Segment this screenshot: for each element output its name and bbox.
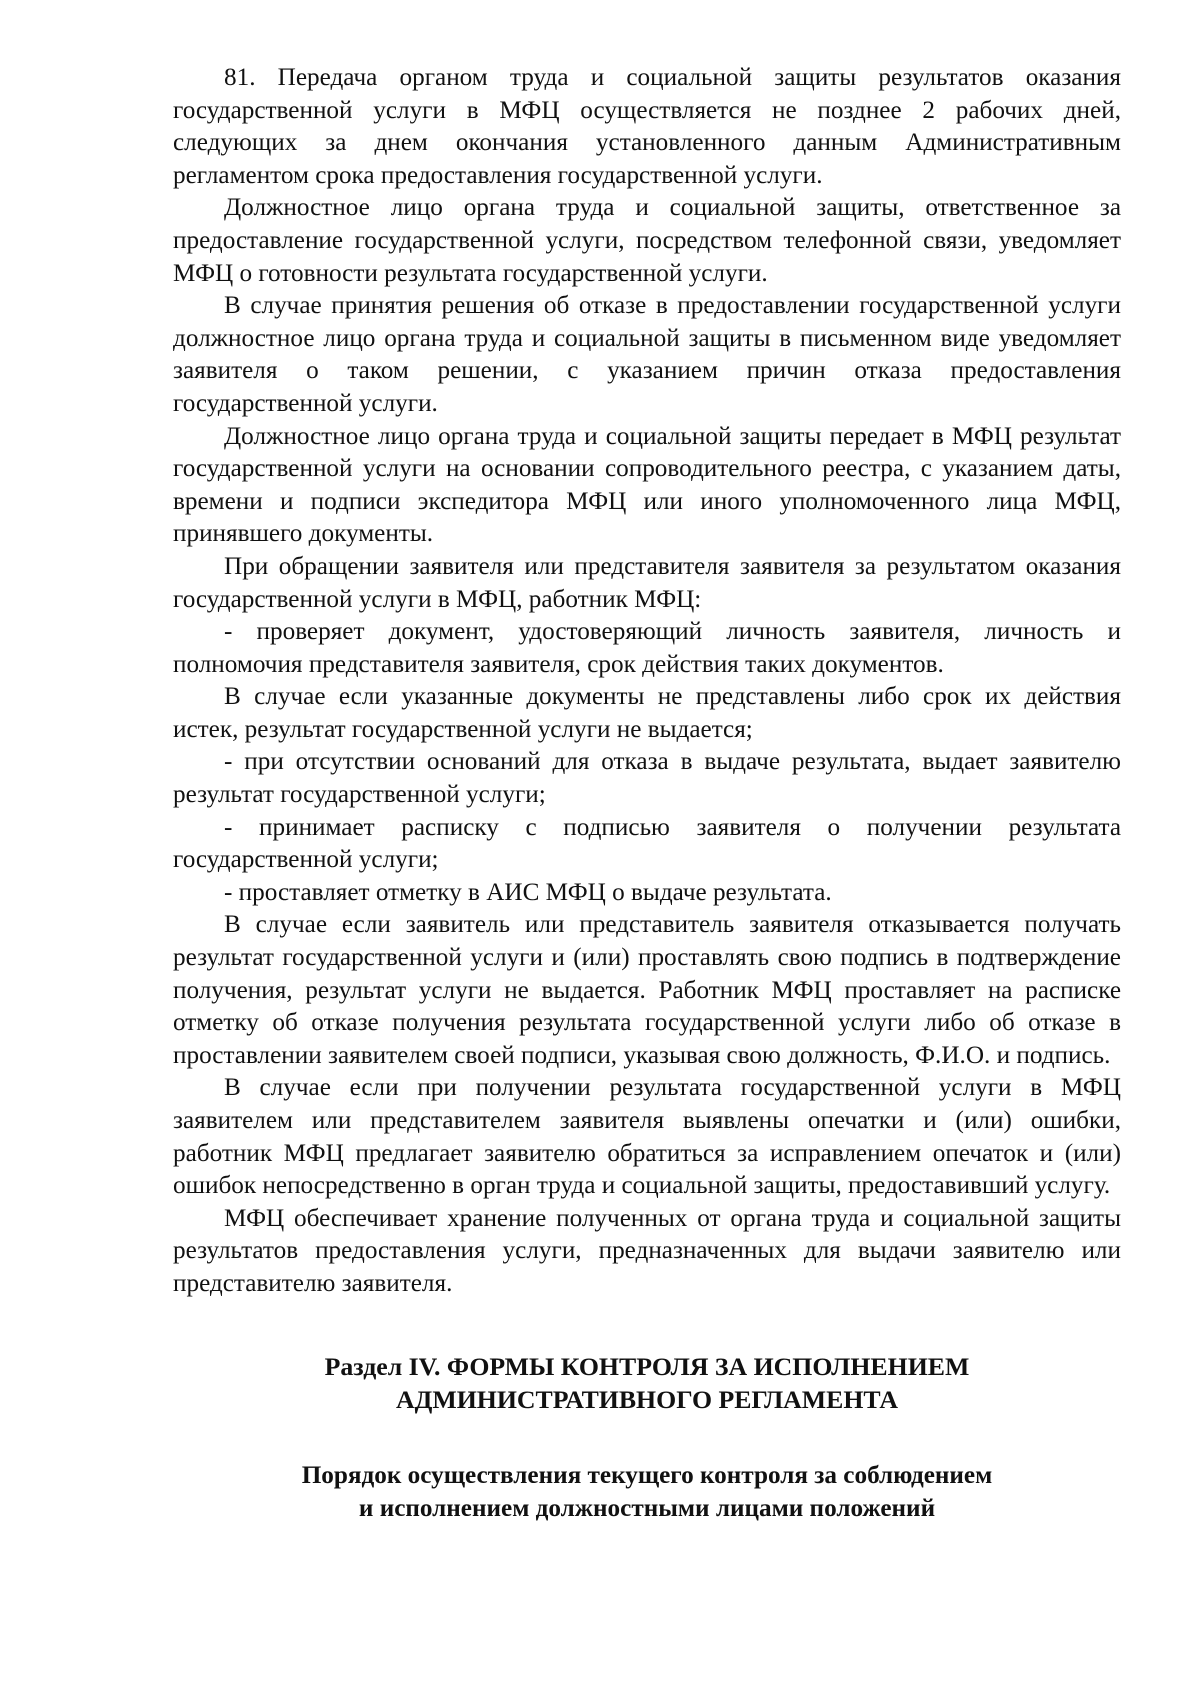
paragraph-applicant-request: При обращении заявителя или представителя заявителя за результатом оказания государственной услуги в МФЦ, работник МФЦ: (173, 552, 1121, 613)
list-item-check-document: - проверяет документ, удостоверяющий личность заявителя, личность и полномочия представителя заявителя, срок действия таких документов. (173, 618, 1121, 678)
list-item-mark-ais: - проставляет отметку в АИС МФЦ о выдаче результата. (224, 878, 832, 906)
paragraph-official-notifies: Должностное лицо органа труда и социальной защиты, ответственное за предоставление государственной услуги, посредством телефонной связи, уведомляет МФЦ о готовности результата государственной услуги. (173, 194, 1121, 287)
section-heading-line-1: Раздел IV. ФОРМЫ КОНТРОЛЯ ЗА ИСПОЛНЕНИЕМ (324, 1351, 970, 1381)
paragraph-transfer-registry: Должностное лицо органа труда и социальной защиты передает в МФЦ результат государственной услуги на основании сопроводительного реестра, с указанием даты, времени и подписи экспедитора МФЦ или иного уполномоченного лица МФЦ, принявшего документы. (173, 422, 1121, 548)
sub-heading (173, 1459, 1121, 1525)
list-item-issue-result: - при отсутствии оснований для отказа в выдаче результата, выдает заявителю результат государственной услуги; (173, 748, 1121, 809)
section-heading (173, 1350, 1121, 1416)
section-heading-line-2: АДМИНИСТРАТИВНОГО РЕГЛАМЕНТА (396, 1384, 898, 1414)
paragraph-81-transfer: 81. Передача органом труда и социальной защиты результатов оказания государственной услуги в МФЦ осуществляется не позднее 2 рабочих дней, следующих за днем окончания установленного данным Административным регламентом срока предоставления государственной услуги. (173, 64, 1121, 189)
paragraph-applicant-refuses: В случае если заявитель или представитель заявителя отказывается получать результат государственной услуги и (или) проставлять свою подпись в подтверждение получения, результат услуги не выдается. Работник МФЦ проставляет на расписке отметку об отказе получения результата государственной услуги либо об отказе в проставлении заявителем своей подписи, указывая свою должность, Ф.И.О. и подпись. (173, 911, 1121, 1069)
sub-heading-line-2: и исполнением должностными лицами положений (358, 1494, 936, 1522)
document-page (173, 62, 1121, 1525)
paragraph-refusal-notice: В случае принятия решения об отказе в предоставлении государственной услуги должностное лицо органа труда и социальной защиты в письменном виде уведомляет заявителя о таком решении, с указанием причин отказа предоставления государственной услуги. (173, 292, 1121, 417)
paragraph-typos-found: В случае если при получении результата государственной услуги в МФЦ заявителем или представителем заявителя выявлены опечатки и (или) ошибки, работник МФЦ предлагает заявителю обратиться за исправлением опечаток и (или) ошибок непосредственно в орган труда и социальной защиты, предоставивший услугу. (173, 1074, 1121, 1200)
list-item-accept-receipt: - принимает расписку с подписью заявителя о получении результата государственной услуги; (173, 813, 1121, 874)
sub-heading-line-1: Порядок осуществления текущего контроля за соблюдением (301, 1461, 993, 1489)
paragraph-documents-missing: В случае если указанные документы не представлены либо срок их действия истек, результат государственной услуги не выдается; (173, 683, 1121, 743)
paragraph-mfc-storage: МФЦ обеспечивает хранение полученных от органа труда и социальной защиты результатов предоставления услуги, предназначенных для выдачи заявителю или представителю заявителя. (173, 1204, 1121, 1297)
